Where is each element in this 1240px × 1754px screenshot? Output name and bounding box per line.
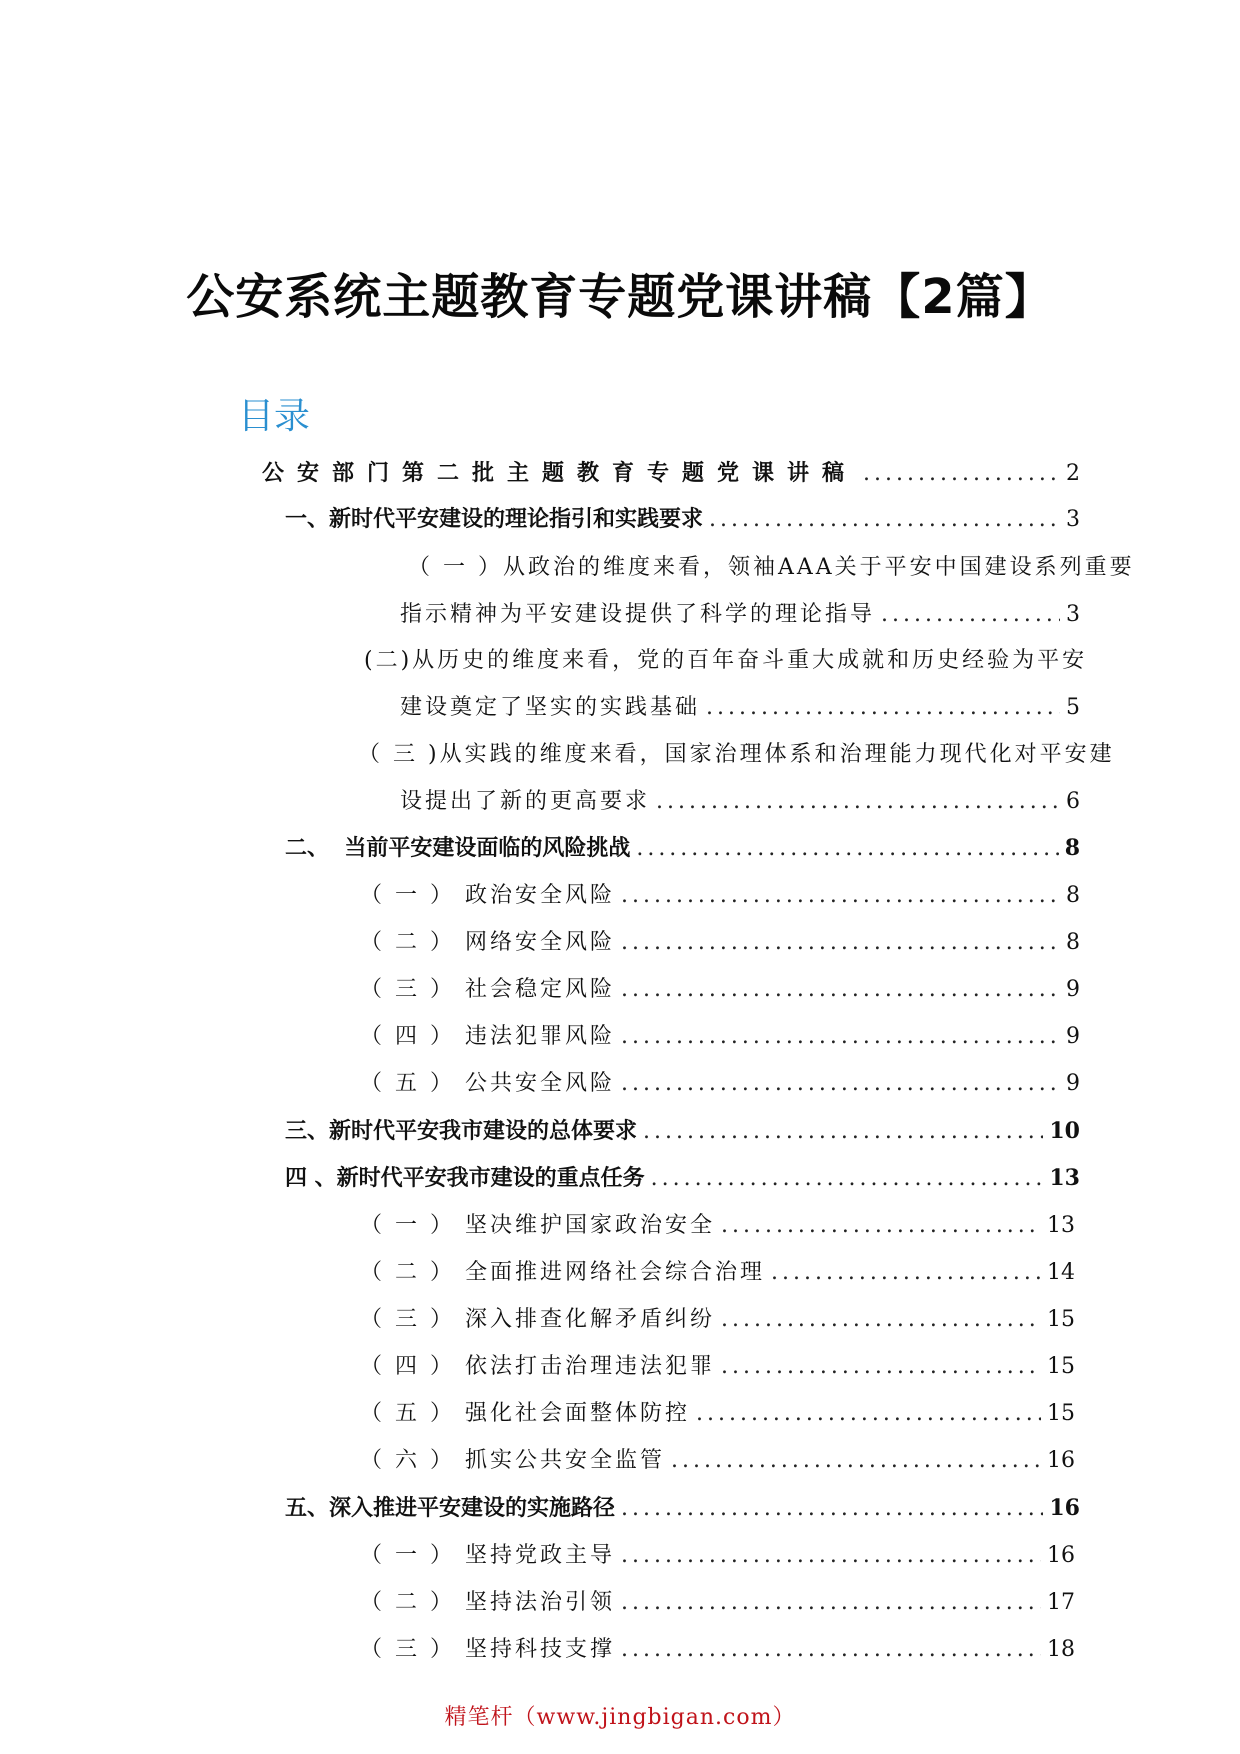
toc-entry-text: （ 二 ） 全面推进网络社会综合治理 bbox=[360, 1260, 765, 1285]
toc-page-number: 2 bbox=[1066, 461, 1080, 486]
leader-dots bbox=[621, 1637, 1041, 1662]
toc-page-number: 9 bbox=[1066, 1071, 1080, 1096]
toc-entry-text: （ 一 ） 坚持党政主导 bbox=[360, 1543, 615, 1568]
leader-dots bbox=[621, 883, 1060, 908]
toc-page-number: 8 bbox=[1064, 835, 1080, 861]
toc-entry-text: （ 一 ） 政治安全风险 bbox=[360, 883, 615, 908]
toc-page-number: 9 bbox=[1066, 1024, 1080, 1049]
leader-dots bbox=[721, 1354, 1041, 1379]
toc-page-number: 13 bbox=[1047, 1213, 1075, 1238]
toc-page-number: 3 bbox=[1066, 507, 1080, 532]
toc-entry-text: （ 一 ） 坚决维护国家政治安全 bbox=[360, 1213, 715, 1238]
toc-section-5[interactable] bbox=[285, 1491, 1080, 1522]
toc-page-number: 17 bbox=[1047, 1590, 1075, 1615]
leader-dots bbox=[621, 1543, 1041, 1568]
toc-subentry-1-2-line1[interactable]: (二)从历史的维度来看，党的百年奋斗重大成就和历史经验为平安 bbox=[364, 648, 1088, 673]
toc-subentry-1-3[interactable] bbox=[400, 784, 1080, 815]
toc-item[interactable] bbox=[360, 1302, 1075, 1333]
leader-dots bbox=[721, 1213, 1041, 1238]
toc-entry-text: 指示精神为平安建设提供了科学的理论指导 bbox=[400, 602, 876, 627]
toc-entry-text: （ 三 ） 社会稳定风险 bbox=[360, 977, 615, 1002]
toc-item[interactable] bbox=[360, 1208, 1075, 1239]
leader-dots bbox=[621, 1496, 1043, 1521]
toc-page-number: 15 bbox=[1047, 1401, 1075, 1426]
toc-section-3[interactable] bbox=[285, 1114, 1080, 1145]
toc-entry-text: 建设奠定了坚实的实践基础 bbox=[400, 695, 701, 720]
toc-page-number: 8 bbox=[1066, 930, 1080, 955]
toc-page-number: 5 bbox=[1066, 695, 1080, 720]
toc-page-number: 15 bbox=[1047, 1307, 1075, 1332]
leader-dots bbox=[621, 930, 1060, 955]
toc-section-1[interactable] bbox=[285, 502, 1080, 533]
toc-entry-text: 五、深入推进平安建设的实施路径 bbox=[285, 1495, 616, 1521]
leader-dots bbox=[709, 507, 1060, 532]
leader-dots bbox=[721, 1307, 1041, 1332]
toc-entry-text: （ 三 ） 深入排查化解矛盾纠纷 bbox=[360, 1307, 715, 1332]
toc-entry-text: 一、新时代平安建设的理论指引和实践要求 bbox=[285, 506, 704, 532]
toc-item[interactable] bbox=[360, 1632, 1075, 1663]
toc-subentry-1-1[interactable] bbox=[400, 597, 1080, 628]
leader-dots bbox=[621, 1024, 1060, 1049]
toc-entry-main[interactable] bbox=[262, 456, 1080, 487]
toc-item[interactable] bbox=[360, 1585, 1075, 1616]
leader-dots bbox=[621, 1071, 1060, 1096]
toc-page-number: 8 bbox=[1066, 883, 1080, 908]
toc-item[interactable] bbox=[360, 1255, 1075, 1286]
toc-item[interactable] bbox=[360, 972, 1080, 1003]
toc-page-number: 16 bbox=[1047, 1448, 1075, 1473]
toc-heading: 目录 bbox=[238, 396, 311, 437]
leader-dots bbox=[706, 695, 1060, 720]
toc-page-number: 16 bbox=[1047, 1543, 1075, 1568]
toc-entry-text: （ 四 ） 依法打击治理违法犯罪 bbox=[360, 1354, 715, 1379]
toc-subentry-1-1-line1[interactable]: （ 一 ）从政治的维度来看，领袖AAA关于平安中国建设系列重要 bbox=[408, 555, 1135, 580]
toc-page-number: 15 bbox=[1047, 1354, 1075, 1379]
toc-entry-text: 二、 当前平安建设面临的风险挑战 bbox=[285, 835, 631, 861]
toc-item[interactable] bbox=[360, 1443, 1075, 1474]
leader-dots bbox=[696, 1401, 1041, 1426]
toc-section-2[interactable] bbox=[285, 831, 1080, 862]
leader-dots bbox=[863, 461, 1060, 486]
toc-page-number: 6 bbox=[1066, 789, 1080, 814]
toc-item[interactable] bbox=[360, 1019, 1080, 1050]
toc-subentry-1-2[interactable] bbox=[400, 690, 1080, 721]
leader-dots bbox=[621, 1590, 1041, 1615]
leader-dots bbox=[643, 1119, 1043, 1144]
toc-section-4[interactable] bbox=[285, 1161, 1080, 1192]
toc-page-number: 16 bbox=[1049, 1495, 1080, 1521]
leader-dots bbox=[656, 789, 1060, 814]
toc-entry-text: （ 五 ） 强化社会面整体防控 bbox=[360, 1401, 690, 1426]
toc-item[interactable] bbox=[360, 1349, 1075, 1380]
toc-page-number: 13 bbox=[1049, 1165, 1080, 1191]
toc-entry-text: 公安部门第二批主题教育专题党课讲稿 bbox=[262, 460, 858, 486]
leader-dots bbox=[636, 836, 1058, 861]
toc-page-number: 10 bbox=[1049, 1118, 1080, 1144]
toc-entry-text: （ 二 ） 坚持法治引领 bbox=[360, 1590, 615, 1615]
toc-page-number: 18 bbox=[1047, 1637, 1075, 1662]
toc-item[interactable] bbox=[360, 1538, 1075, 1569]
document-title: 公安系统主题教育专题党课讲稿【2篇】 bbox=[186, 269, 1054, 325]
toc-entry-text: 四 、新时代平安我市建设的重点任务 bbox=[285, 1165, 645, 1191]
leader-dots bbox=[621, 977, 1060, 1002]
toc-entry-text: （ 六 ） 抓实公共安全监管 bbox=[360, 1448, 665, 1473]
footer-watermark: 精笔杆（www.jingbigan.com） bbox=[444, 1705, 796, 1730]
leader-dots bbox=[771, 1260, 1041, 1285]
toc-item[interactable] bbox=[360, 878, 1080, 909]
toc-page-number: 14 bbox=[1047, 1260, 1075, 1285]
leader-dots bbox=[651, 1166, 1044, 1191]
toc-entry-text: （ 二 ） 网络安全风险 bbox=[360, 930, 615, 955]
toc-entry-text: 设提出了新的更高要求 bbox=[400, 789, 651, 814]
toc-entry-text: （ 三 ） 坚持科技支撑 bbox=[360, 1637, 615, 1662]
leader-dots bbox=[671, 1448, 1041, 1473]
toc-entry-text: 三、新时代平安我市建设的总体要求 bbox=[285, 1118, 638, 1144]
toc-item[interactable] bbox=[360, 925, 1080, 956]
toc-item[interactable] bbox=[360, 1066, 1080, 1097]
toc-page-number: 9 bbox=[1066, 977, 1080, 1002]
toc-subentry-1-3-line1[interactable]: （ 三 )从实践的维度来看，国家治理体系和治理能力现代化对平安建 bbox=[358, 742, 1115, 767]
toc-item[interactable] bbox=[360, 1396, 1075, 1427]
toc-entry-text: （ 五 ） 公共安全风险 bbox=[360, 1071, 615, 1096]
toc-page-number: 3 bbox=[1066, 602, 1080, 627]
leader-dots bbox=[881, 602, 1060, 627]
toc-entry-text: （ 四 ） 违法犯罪风险 bbox=[360, 1024, 615, 1049]
